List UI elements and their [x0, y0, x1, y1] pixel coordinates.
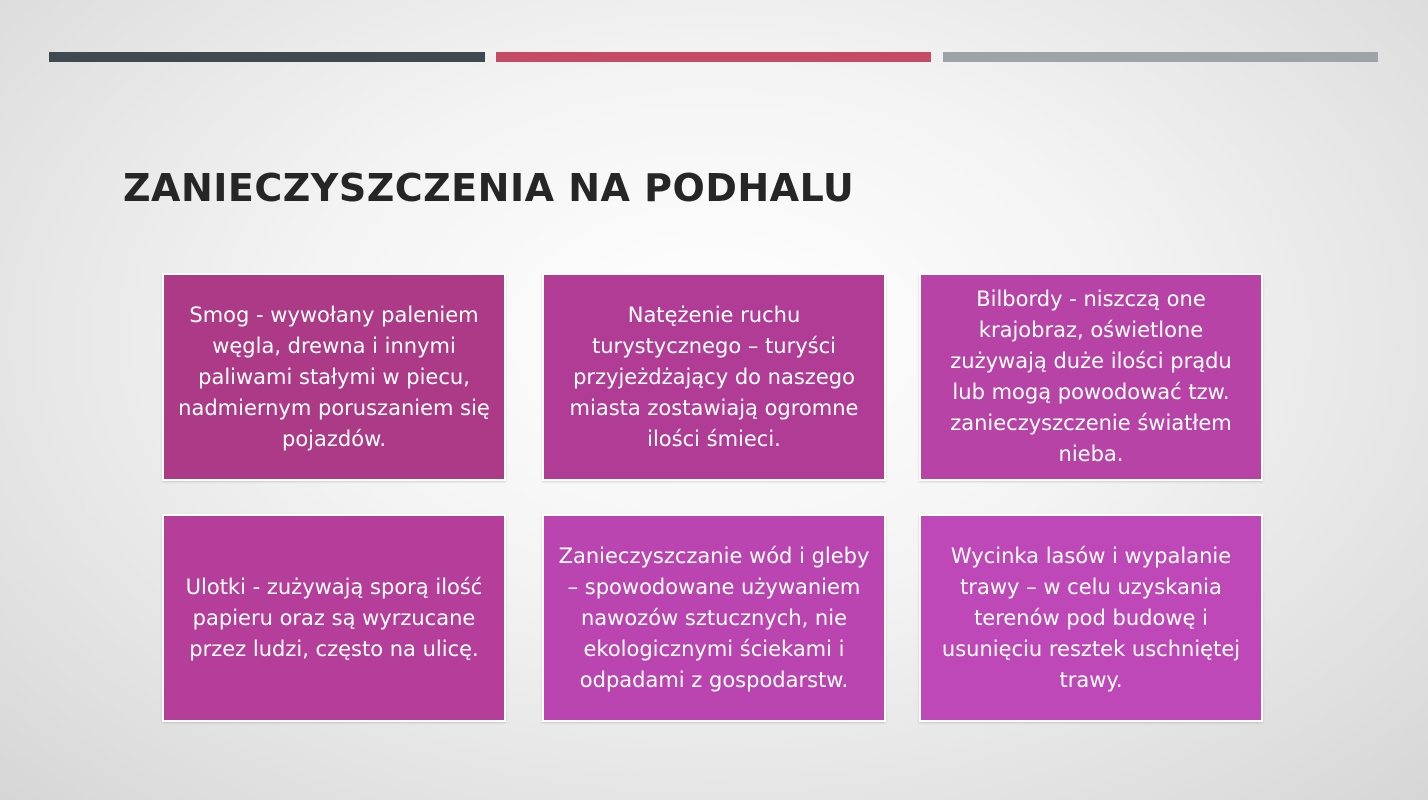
card-water-soil-text: Zanieczyszczanie wód i gleby – spowodowane używaniem nawozów sztucznych, nie ekologicznymi ściekami i odpadami z gospodarstw. — [558, 543, 870, 692]
accent-bar-red — [496, 52, 931, 62]
card-smog — [162, 273, 506, 481]
card-smog-text: Smog - wywołany paleniem węgla, drewna i innymi paliwami stałymi w piecu, nadmiernym poruszaniem się pojazdów. — [178, 302, 490, 451]
accent-bar-gray — [943, 52, 1378, 62]
card-billboards — [919, 273, 1263, 481]
card-leaflets — [162, 514, 506, 722]
card-water-soil — [542, 514, 886, 722]
card-leaflets-text: Ulotki - zużywają sporą ilość papieru oraz są wyrzucane przez ludzi, często na ulicę. — [185, 574, 483, 661]
card-billboards-text: Bilbordy - niszczą one krajobraz, oświetlone zużywają duże ilości prądu lub mogą powodować tzw. zanieczyszczenie światłem nieba. — [950, 287, 1232, 466]
card-tourist-traffic — [542, 273, 886, 481]
card-deforestation — [919, 514, 1263, 722]
card-tourist-traffic-text: Natężenie ruchu turystycznego – turyści przyjeżdżający do naszego miasta zostawiają ogromne ilości śmieci. — [569, 302, 859, 451]
accent-bar-dark — [49, 52, 485, 62]
card-deforestation-text: Wycinka lasów i wypalanie trawy – w celu uzyskania terenów pod budowę i usunięciu resztek uschniętej trawy. — [941, 543, 1241, 692]
slide-title: ZANIECZYSZCZENIA NA PODHALU — [123, 166, 855, 210]
